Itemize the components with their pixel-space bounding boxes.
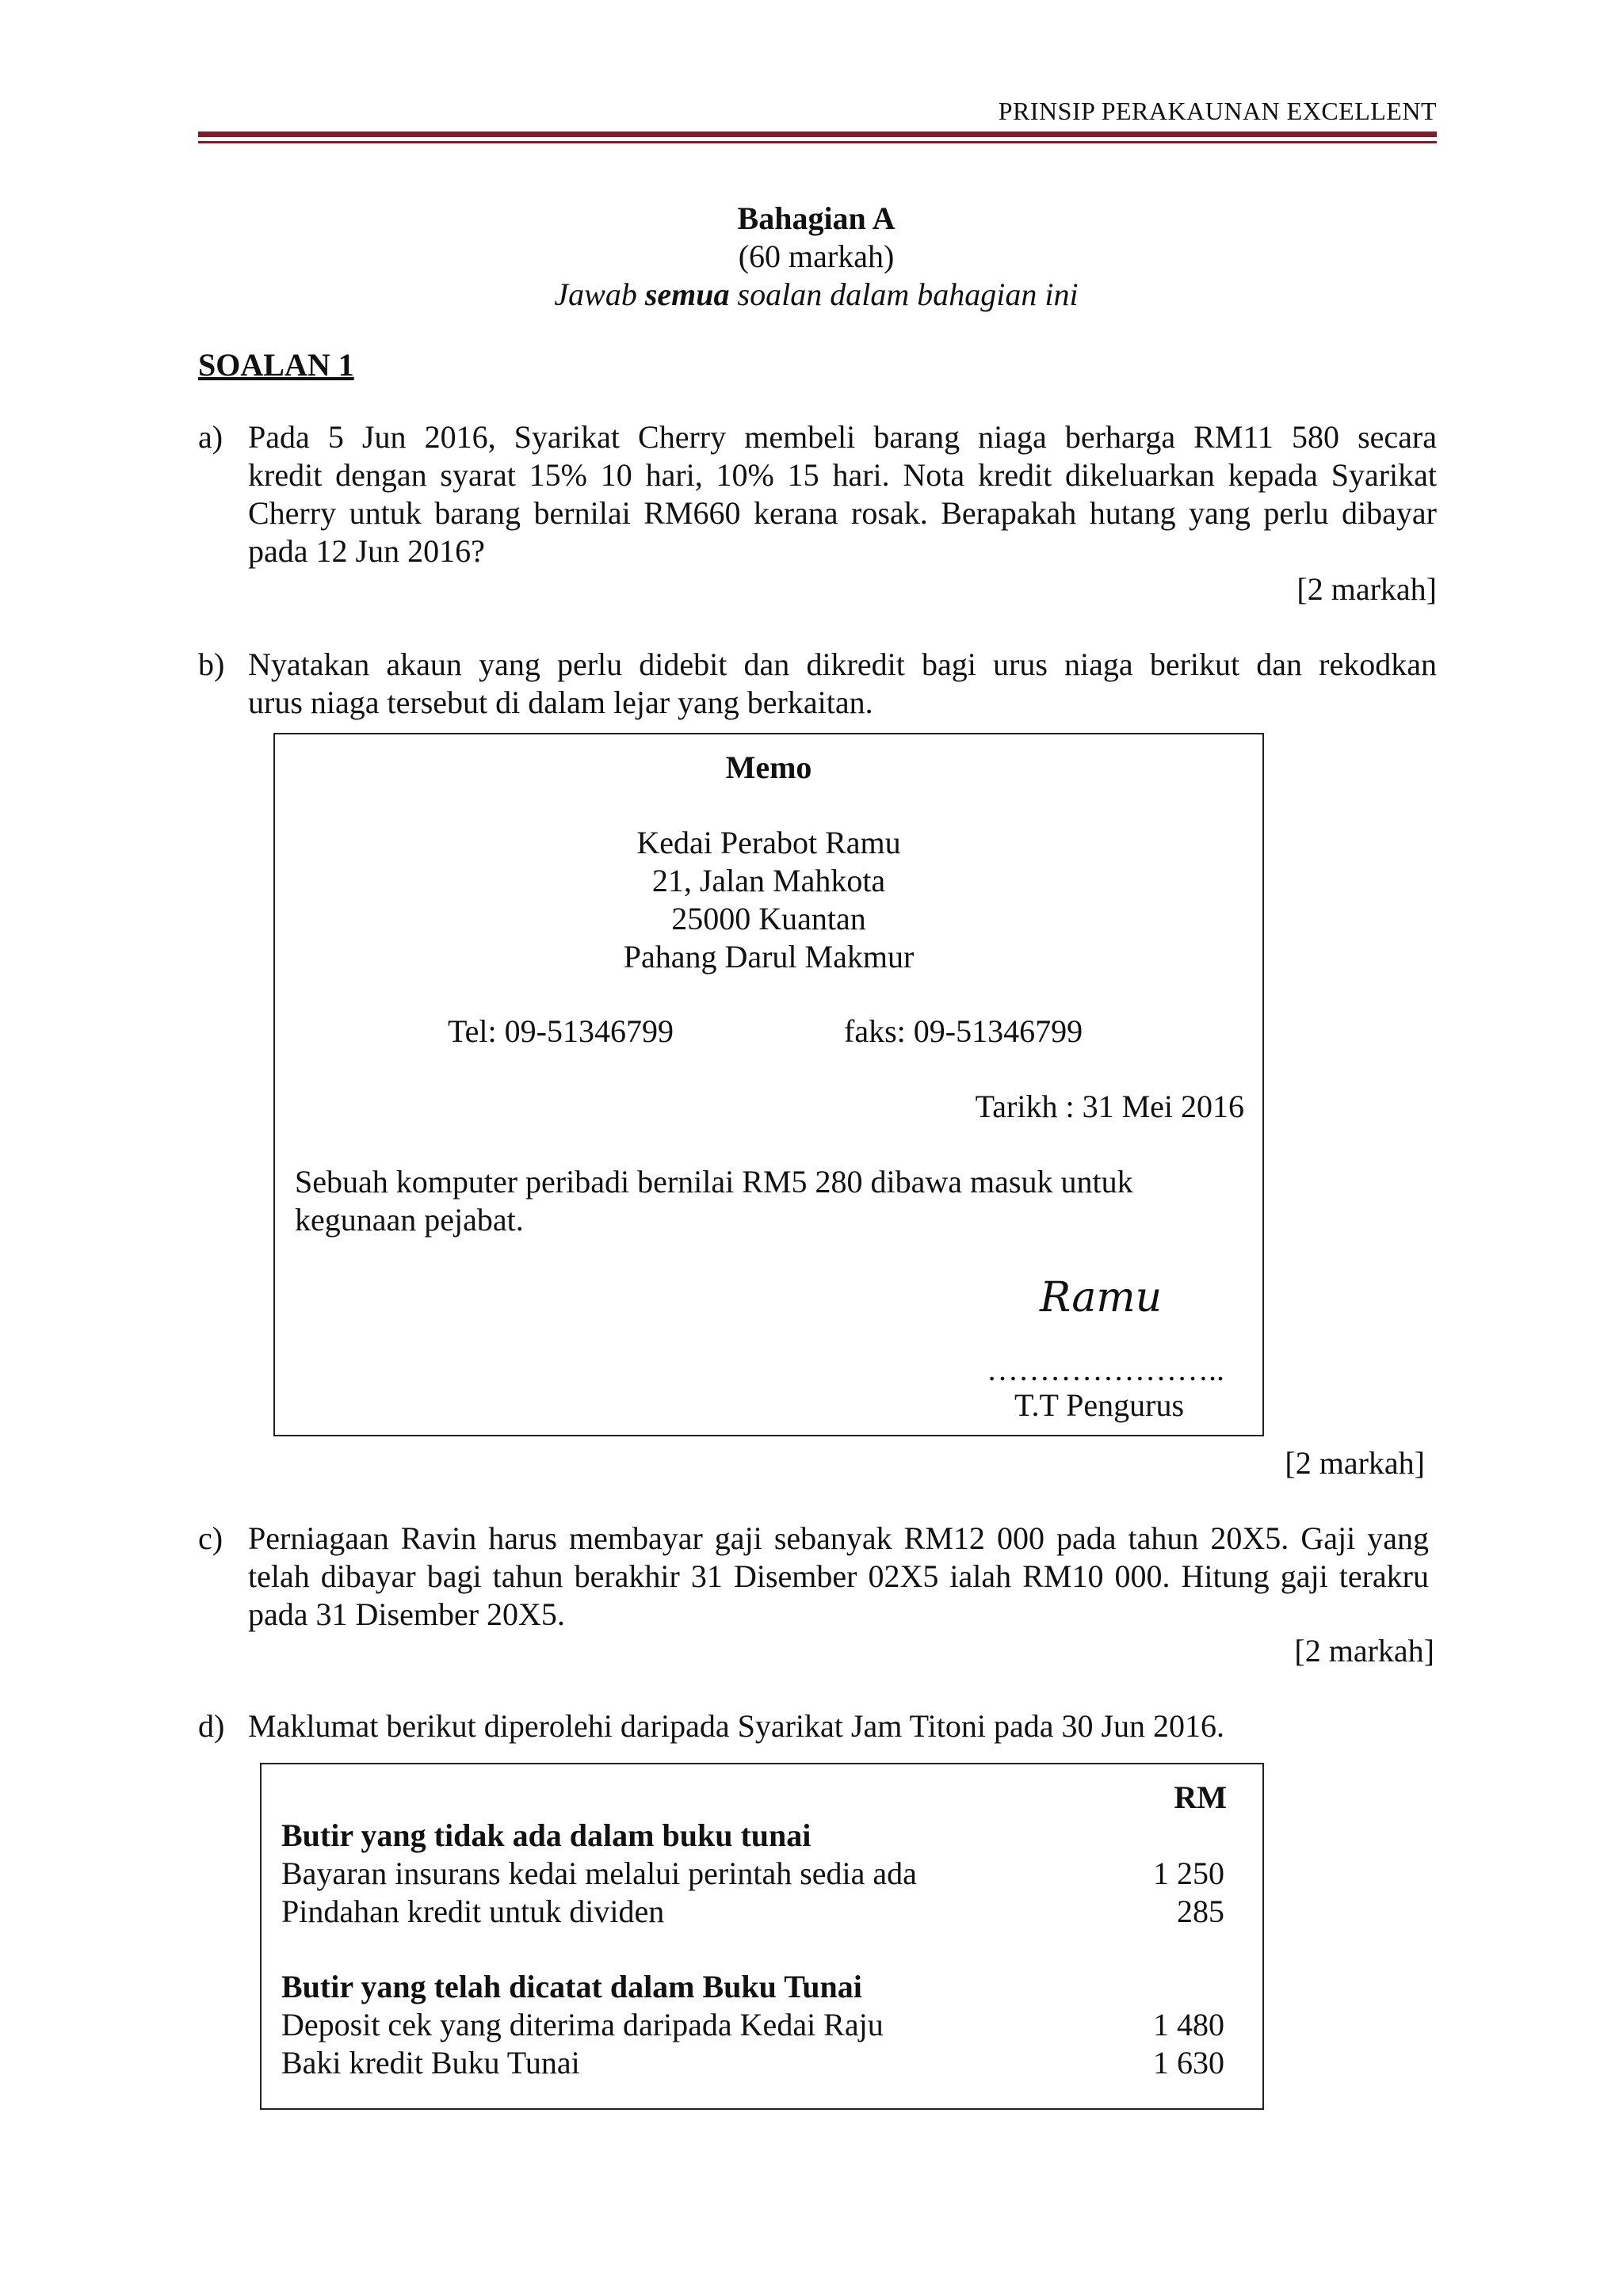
part-c-line: telah dibayar bagi tahun berakhir 31 Disember 02X5 ialah RM10 000. Hitung gaji terakru (248, 1558, 1429, 1594)
part-c-letter: c) (198, 1520, 223, 1556)
part-b-letter: b) (198, 646, 225, 682)
header-rule-thin (198, 141, 1437, 143)
part-a-letter: a) (198, 419, 223, 455)
question-title: SOALAN 1 (198, 347, 354, 383)
currency-header: RM (1174, 1779, 1227, 1815)
table-row-label: Baki kredit Buku Tunai (281, 2045, 580, 2081)
part-a-marks: [2 markah] (1296, 571, 1437, 607)
table-row-value: 1 250 (1153, 1855, 1224, 1891)
memo-body-line-1: Sebuah komputer peribadi bernilai RM5 280 dibawa masuk untuk (295, 1164, 1133, 1199)
part-a-line: Cherry untuk barang bernilai RM660 kerana rosak. Berapakah hutang yang perlu dibayar (248, 495, 1437, 531)
memo-tel: Tel: 09-51346799 (448, 1013, 674, 1049)
part-d-letter: d) (198, 1708, 225, 1744)
memo-address-line-1: 21, Jalan Mahkota (651, 863, 886, 898)
header-rule-thick (198, 132, 1437, 137)
memo-signature-dots: ………………….. (987, 1352, 1224, 1387)
part-a-text (248, 418, 1437, 570)
part-b-text (248, 646, 1437, 722)
part-b-marks: [2 markah] (1285, 1445, 1425, 1481)
memo-signer: T.T Pengurus (1014, 1387, 1185, 1423)
memo-signature: Ramu (1040, 1274, 1163, 1322)
memo-body-line-2: kegunaan pejabat. (295, 1202, 524, 1238)
memo-address-line-3: Pahang Darul Makmur (623, 939, 915, 974)
table-row-label: Deposit cek yang diterima daripada Kedai Raju (281, 2007, 884, 2042)
memo-date: Tarikh : 31 Mei 2016 (975, 1089, 1244, 1124)
part-b-line: Nyatakan akaun yang perlu didebit dan dikredit bagi urus niaga berikut dan rekodkan (248, 646, 1437, 682)
table-row-label: Bayaran insurans kedai melalui perintah sedia ada (281, 1855, 917, 1891)
part-c-text (248, 1520, 1429, 1634)
part-a-line: Pada 5 Jun 2016, Syarikat Cherry membeli barang niaga berharga RM11 580 secara (248, 419, 1437, 455)
group-2-title: Butir yang telah dicatat dalam Buku Tunai (281, 1969, 862, 2004)
part-b-line: urus niaga tersebut di dalam lejar yang berkaitan. (248, 685, 873, 720)
memo-address-line-2: 25000 Kuantan (671, 901, 866, 936)
section-instruction: Jawab semua soalan dalam bahagian ini (554, 277, 1079, 312)
page-header-title: PRINSIP PERAKAUNAN EXCELLENT (998, 97, 1437, 125)
group-1-title: Butir yang tidak ada dalam buku tunai (281, 1817, 812, 1853)
part-c-marks: [2 markah] (1294, 1633, 1434, 1669)
table-row-label: Pindahan kredit untuk dividen (281, 1894, 665, 1929)
part-a-line: kredit dengan syarat 15% 10 hari, 10% 15 hari. Nota kredit dikeluarkan kepada Syarikat (248, 457, 1437, 493)
table-row-value: 285 (1177, 1894, 1224, 1929)
table-row-value: 1 630 (1153, 2045, 1224, 2081)
memo-title: Memo (725, 749, 812, 785)
part-c-line: pada 31 Disember 20X5. (248, 1596, 565, 1632)
memo-company: Kedai Perabot Ramu (636, 825, 901, 860)
section-marks: (60 markah) (738, 238, 895, 274)
part-a-line: pada 12 Jun 2016? (248, 533, 485, 569)
section-title: Bahagian A (737, 200, 896, 236)
part-d-text: Maklumat berikut diperolehi daripada Syarikat Jam Titoni pada 30 Jun 2016. (248, 1708, 1225, 1744)
memo-fax: faks: 09-51346799 (844, 1013, 1083, 1049)
part-c-line: Perniagaan Ravin harus membayar gaji sebanyak RM12 000 pada tahun 20X5. Gaji yang (248, 1520, 1429, 1556)
table-row-value: 1 480 (1153, 2007, 1224, 2042)
